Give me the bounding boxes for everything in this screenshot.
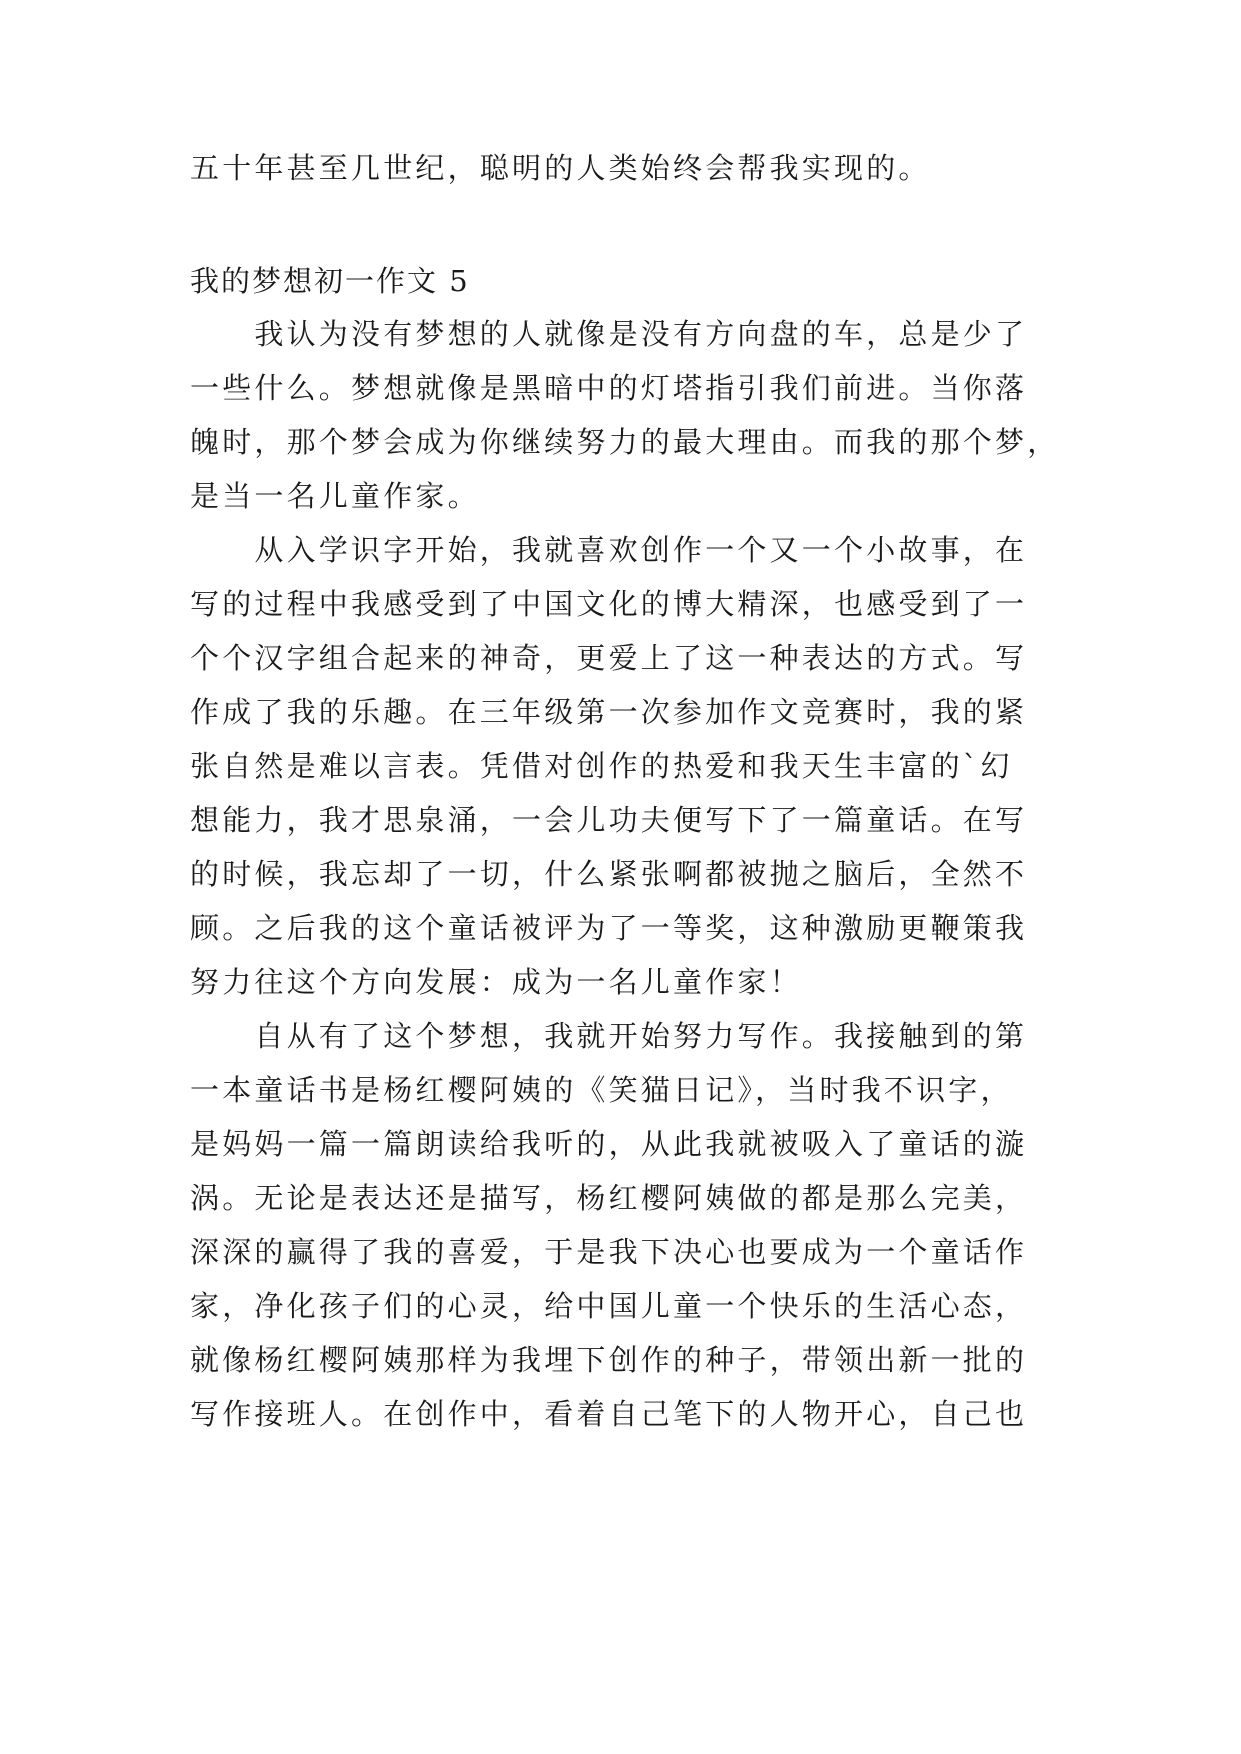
text-line: 就像杨红樱阿姨那样为我埋下创作的种子，带领出新一批的: [190, 1343, 1028, 1377]
text-line: 作成了我的乐趣。在三年级第一次参加作文竞赛时，我的紧: [190, 695, 1028, 729]
text-line: 想能力，我才思泉涌，一会儿功夫便写下了一篇童话。在写: [190, 803, 1028, 837]
text-line: 一本童话书是杨红樱阿姨的《笑猫日记》，当时我不识字，: [190, 1073, 1013, 1107]
text-line: 一些什么。梦想就像是黑暗中的灯塔指引我们前进。当你落: [190, 371, 1028, 405]
text-line: 深深的赢得了我的喜爱，于是我下决心也要成为一个童话作: [190, 1235, 1028, 1269]
text-line: 努力往这个方向发展：成为一名儿童作家！: [190, 965, 802, 999]
text-line: 魄时，那个梦会成为你继续努力的最大理由。而我的那个梦，: [190, 425, 1060, 459]
text-line: 张自然是难以言表。凭借对创作的热爱和我天生丰富的`幻: [190, 749, 1013, 783]
text-line: 家，净化孩子们的心灵，给中国儿童一个快乐的生活心态，: [190, 1289, 1028, 1323]
text-line: 从入学识字开始，我就喜欢创作一个又一个小故事，在: [190, 533, 1028, 567]
text-line: 自从有了这个梦想，我就开始努力写作。我接触到的第: [190, 1019, 1028, 1053]
text-line: 是当一名儿童作家。: [190, 479, 480, 513]
text-line: 个个汉字组合起来的神奇，更爱上了这一种表达的方式。写: [190, 641, 1028, 675]
text-line: 涡。无论是表达还是描写，杨红樱阿姨做的都是那么完美，: [190, 1181, 1028, 1215]
section-heading: 我的梦想初一作文 5: [190, 264, 470, 298]
text-line: 我认为没有梦想的人就像是没有方向盘的车，总是少了: [190, 317, 1028, 351]
text-line: 五十年甚至几世纪，聪明的人类始终会帮我实现的。: [190, 151, 931, 185]
text-line: 写的过程中我感受到了中国文化的博大精深，也感受到了一: [190, 587, 1028, 621]
text-line: 是妈妈一篇一篇朗读给我听的，从此我就被吸入了童话的漩: [190, 1127, 1028, 1161]
text-line: 写作接班人。在创作中，看着自己笔下的人物开心，自己也: [190, 1397, 1028, 1431]
text-line: 的时候，我忘却了一切，什么紧张啊都被抛之脑后，全然不: [190, 857, 1028, 891]
text-line: 顾。之后我的这个童话被评为了一等奖，这种激励更鞭策我: [190, 911, 1028, 945]
